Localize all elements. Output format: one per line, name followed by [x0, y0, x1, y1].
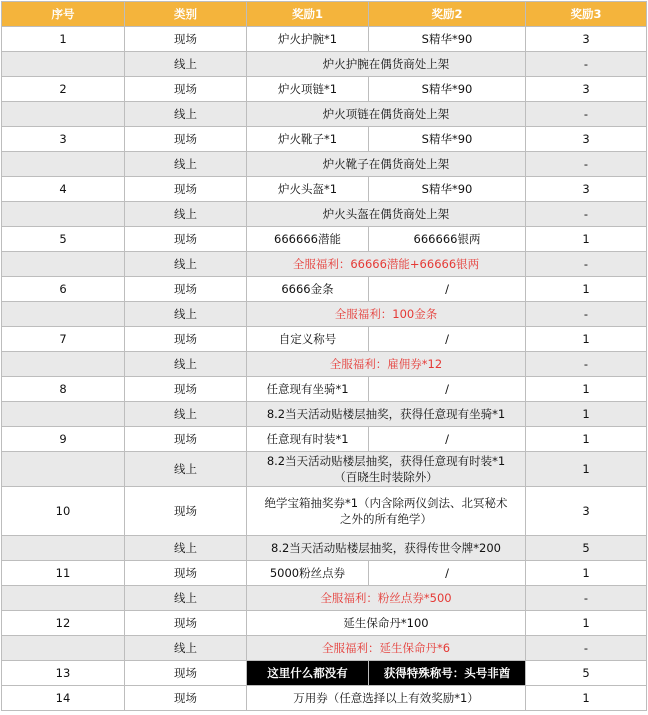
reward-3-cell: 1 [526, 327, 647, 352]
reward-2-cell: S精华*90 [369, 177, 526, 202]
reward-1-cell: 任意现有时装*1 [247, 427, 369, 452]
row-index: 10 [2, 487, 125, 536]
merged-reward-cell: 绝学宝箱抽奖券*1（内含除两仪剑法、北冥秘术之外的所有绝学） [247, 487, 526, 536]
merged-reward-cell: 炉火护腕在偶货商处上架 [247, 52, 526, 77]
row-category: 现场 [125, 686, 247, 711]
row-category: 线上 [125, 102, 247, 127]
merged-reward-cell: 炉火项链在偶货商处上架 [247, 102, 526, 127]
row-index [2, 202, 125, 227]
reward-1-cell: 5000粉丝点券 [247, 561, 369, 586]
table-row [2, 352, 647, 377]
reward-2-cell: S精华*90 [369, 127, 526, 152]
row-index [2, 252, 125, 277]
merged-reward-cell: 万用券（任意选择以上有效奖励*1） [247, 686, 526, 711]
reward-3-cell: 5 [526, 536, 647, 561]
reward-1-cell: 666666潜能 [247, 227, 369, 252]
table-row [2, 252, 647, 277]
table-row [2, 177, 647, 202]
header-row [2, 2, 647, 27]
header-index: 序号 [2, 2, 125, 27]
reward-3-cell: 1 [526, 402, 647, 427]
row-category: 现场 [125, 427, 247, 452]
row-category: 现场 [125, 227, 247, 252]
row-index: 7 [2, 327, 125, 352]
row-category: 线上 [125, 452, 247, 487]
table-row [2, 152, 647, 177]
row-index: 9 [2, 427, 125, 452]
reward-1-cell: 炉火护腕*1 [247, 27, 369, 52]
reward-1-cell: 炉火项链*1 [247, 77, 369, 102]
reward-3-cell: - [526, 636, 647, 661]
table-row [2, 27, 647, 52]
row-category: 线上 [125, 152, 247, 177]
reward-3-cell: 1 [526, 377, 647, 402]
row-index [2, 152, 125, 177]
merged-reward-cell: 8.2当天活动贴楼层抽奖，获得传世令牌*200 [247, 536, 526, 561]
table-row [2, 52, 647, 77]
row-index [2, 452, 125, 487]
row-category: 现场 [125, 127, 247, 152]
row-category: 现场 [125, 377, 247, 402]
row-index: 11 [2, 561, 125, 586]
row-category: 线上 [125, 536, 247, 561]
reward-3-cell: 3 [526, 487, 647, 536]
reward-3-cell: 1 [526, 452, 647, 487]
table-row [2, 586, 647, 611]
reward-3-cell: 3 [526, 27, 647, 52]
reward-3-cell: - [526, 152, 647, 177]
row-category: 现场 [125, 327, 247, 352]
table-row [2, 427, 647, 452]
table-row [2, 611, 647, 636]
header-category: 类别 [125, 2, 247, 27]
reward-2-cell: S精华*90 [369, 27, 526, 52]
table-row [2, 77, 647, 102]
header-reward-2: 奖励2 [369, 2, 526, 27]
header-reward-3: 奖励3 [526, 2, 647, 27]
table-row [2, 686, 647, 711]
row-index: 13 [2, 661, 125, 686]
row-category: 线上 [125, 52, 247, 77]
table-row [2, 402, 647, 427]
merged-reward-cell: 8.2当天活动贴楼层抽奖，获得任意现有坐骑*1 [247, 402, 526, 427]
reward-3-cell: - [526, 102, 647, 127]
server-bonus-cell: 全服福利：粉丝点券*500 [247, 586, 526, 611]
reward-3-cell: 3 [526, 77, 647, 102]
row-category: 线上 [125, 636, 247, 661]
row-category: 线上 [125, 202, 247, 227]
row-index: 12 [2, 611, 125, 636]
reward-2-cell: 获得特殊称号：头号非酋 [369, 661, 526, 686]
row-category: 现场 [125, 277, 247, 302]
row-category: 线上 [125, 586, 247, 611]
table-row [2, 227, 647, 252]
row-category: 现场 [125, 177, 247, 202]
table-row [2, 102, 647, 127]
rewards-table [1, 1, 647, 711]
table-row [2, 536, 647, 561]
server-bonus-cell: 全服福利：延生保命丹*6 [247, 636, 526, 661]
table-row [2, 452, 647, 487]
reward-3-cell: 5 [526, 661, 647, 686]
reward-2-cell: S精华*90 [369, 77, 526, 102]
reward-1-cell: 炉火靴子*1 [247, 127, 369, 152]
reward-1-cell: 这里什么都没有 [247, 661, 369, 686]
reward-2-cell: 666666银两 [369, 227, 526, 252]
server-bonus-cell: 全服福利：雇佣券*12 [247, 352, 526, 377]
row-index [2, 586, 125, 611]
row-index [2, 536, 125, 561]
reward-2-cell: / [369, 561, 526, 586]
row-category: 现场 [125, 561, 247, 586]
merged-reward-cell: 8.2当天活动贴楼层抽奖，获得任意现有时装*1（百晓生时装除外） [247, 452, 526, 487]
reward-2-cell: / [369, 277, 526, 302]
reward-3-cell: 1 [526, 277, 647, 302]
reward-3-cell: - [526, 586, 647, 611]
row-category: 现场 [125, 661, 247, 686]
table-row [2, 636, 647, 661]
row-index [2, 402, 125, 427]
row-index [2, 52, 125, 77]
merged-reward-cell: 炉火头盔在偶货商处上架 [247, 202, 526, 227]
reward-3-cell: 1 [526, 686, 647, 711]
row-index: 4 [2, 177, 125, 202]
row-category: 现场 [125, 77, 247, 102]
row-index [2, 302, 125, 327]
reward-3-cell: 3 [526, 177, 647, 202]
reward-3-cell: 1 [526, 427, 647, 452]
row-category: 线上 [125, 402, 247, 427]
row-category: 线上 [125, 352, 247, 377]
merged-reward-cell: 炉火靴子在偶货商处上架 [247, 152, 526, 177]
table-row [2, 127, 647, 152]
row-index [2, 102, 125, 127]
reward-2-cell: / [369, 377, 526, 402]
server-bonus-cell: 全服福利：100金条 [247, 302, 526, 327]
header-reward-1: 奖励1 [247, 2, 369, 27]
table-row [2, 487, 647, 536]
row-category: 现场 [125, 487, 247, 536]
row-index: 3 [2, 127, 125, 152]
reward-3-cell: 3 [526, 127, 647, 152]
reward-3-cell: - [526, 252, 647, 277]
reward-3-cell: 1 [526, 611, 647, 636]
reward-3-cell: 1 [526, 561, 647, 586]
table-row [2, 327, 647, 352]
reward-3-cell: - [526, 202, 647, 227]
reward-1-cell: 任意现有坐骑*1 [247, 377, 369, 402]
row-category: 现场 [125, 27, 247, 52]
reward-1-cell: 炉火头盔*1 [247, 177, 369, 202]
table-row [2, 277, 647, 302]
row-index: 14 [2, 686, 125, 711]
row-index: 6 [2, 277, 125, 302]
table-row [2, 202, 647, 227]
table-row [2, 302, 647, 327]
merged-reward-cell: 延生保命丹*100 [247, 611, 526, 636]
table-row [2, 377, 647, 402]
row-index: 2 [2, 77, 125, 102]
reward-2-cell: / [369, 327, 526, 352]
server-bonus-cell: 全服福利：66666潜能+66666银两 [247, 252, 526, 277]
reward-3-cell: - [526, 302, 647, 327]
table-row [2, 561, 647, 586]
row-category: 线上 [125, 302, 247, 327]
row-index [2, 636, 125, 661]
reward-2-cell: / [369, 427, 526, 452]
reward-1-cell: 自定义称号 [247, 327, 369, 352]
reward-1-cell: 6666金条 [247, 277, 369, 302]
row-index: 1 [2, 27, 125, 52]
reward-3-cell: - [526, 352, 647, 377]
row-index [2, 352, 125, 377]
reward-3-cell: - [526, 52, 647, 77]
table-row [2, 661, 647, 686]
row-index: 8 [2, 377, 125, 402]
row-index: 5 [2, 227, 125, 252]
row-category: 现场 [125, 611, 247, 636]
reward-3-cell: 1 [526, 227, 647, 252]
row-category: 线上 [125, 252, 247, 277]
